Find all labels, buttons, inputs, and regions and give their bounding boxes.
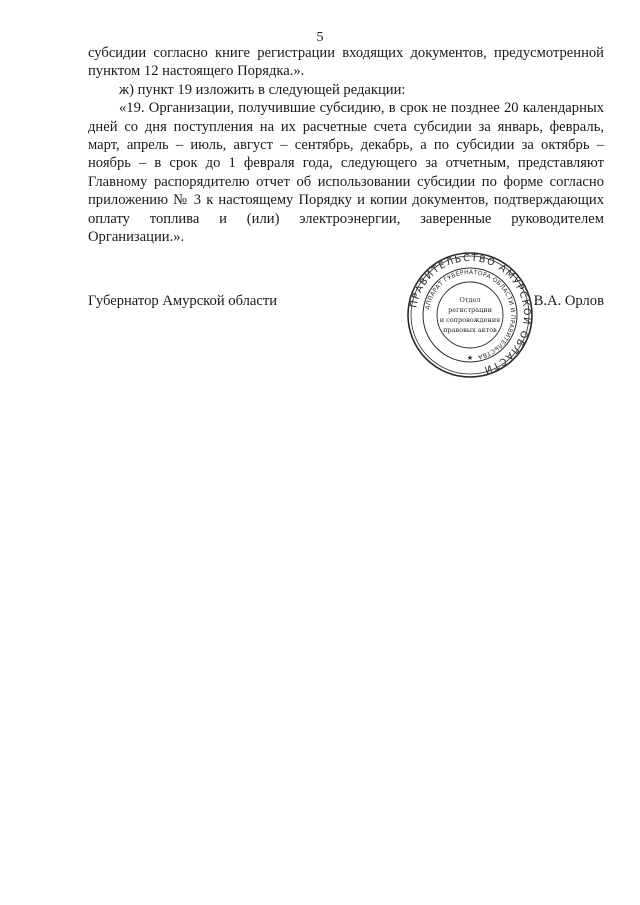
signatory-name: В.А. Орлов xyxy=(533,293,604,309)
svg-text:АППАРАТ ГУБЕРНАТОРА ОБЛАСТИ И xyxy=(424,269,516,360)
paragraph-amendment-intro: ж) пункт 19 изложить в следующей редакции: xyxy=(119,81,406,98)
page-number: 5 xyxy=(316,30,324,45)
seal-icon xyxy=(405,250,535,380)
seal-center-line: правовых актов xyxy=(443,326,497,334)
seal-outer-text: ПРАВИТЕЛЬСТВО АМУРСКОЙ ОБЛАСТИ xyxy=(408,252,533,376)
paragraph-continuation: субсидии согласно книге регистрации входящих документов, предусмотренной пунктом 12 настоящего Порядка.». xyxy=(88,45,604,80)
signatory-position: Губернатор Амурской области xyxy=(88,293,278,309)
paragraph-clause-19: «19. Организации, получившие субсидию, в срок не позднее 20 календарных дней со дня поступления на их расчетные счета субсидии за январь, февраль, март, апрель – июль, август – сентябрь, декабрь, а по субсидии за октябрь – ноябрь – в срок до 1 февраля года, следующего за отчетным, представляют Главному распорядителю отчет об использовании субсидии по форме согласно приложению № 3 к настоящему Порядку и копии документов, подтверждающих оплату топлива и (или) электроэнергии, заверенные руководителем Организации.». xyxy=(88,100,604,246)
seal-center-line: регистрации xyxy=(448,306,492,314)
seal-star-icon: ★ xyxy=(466,354,474,362)
seal-inner-text: АППАРАТ ГУБЕРНАТОРА ОБЛАСТИ И ПРАВИТЕЛЬСТВА xyxy=(424,268,517,361)
official-seal xyxy=(405,250,535,380)
document-body xyxy=(88,44,604,246)
seal-center-line: Отдел xyxy=(459,296,481,304)
seal-center-line: и сопровождения xyxy=(439,316,501,324)
